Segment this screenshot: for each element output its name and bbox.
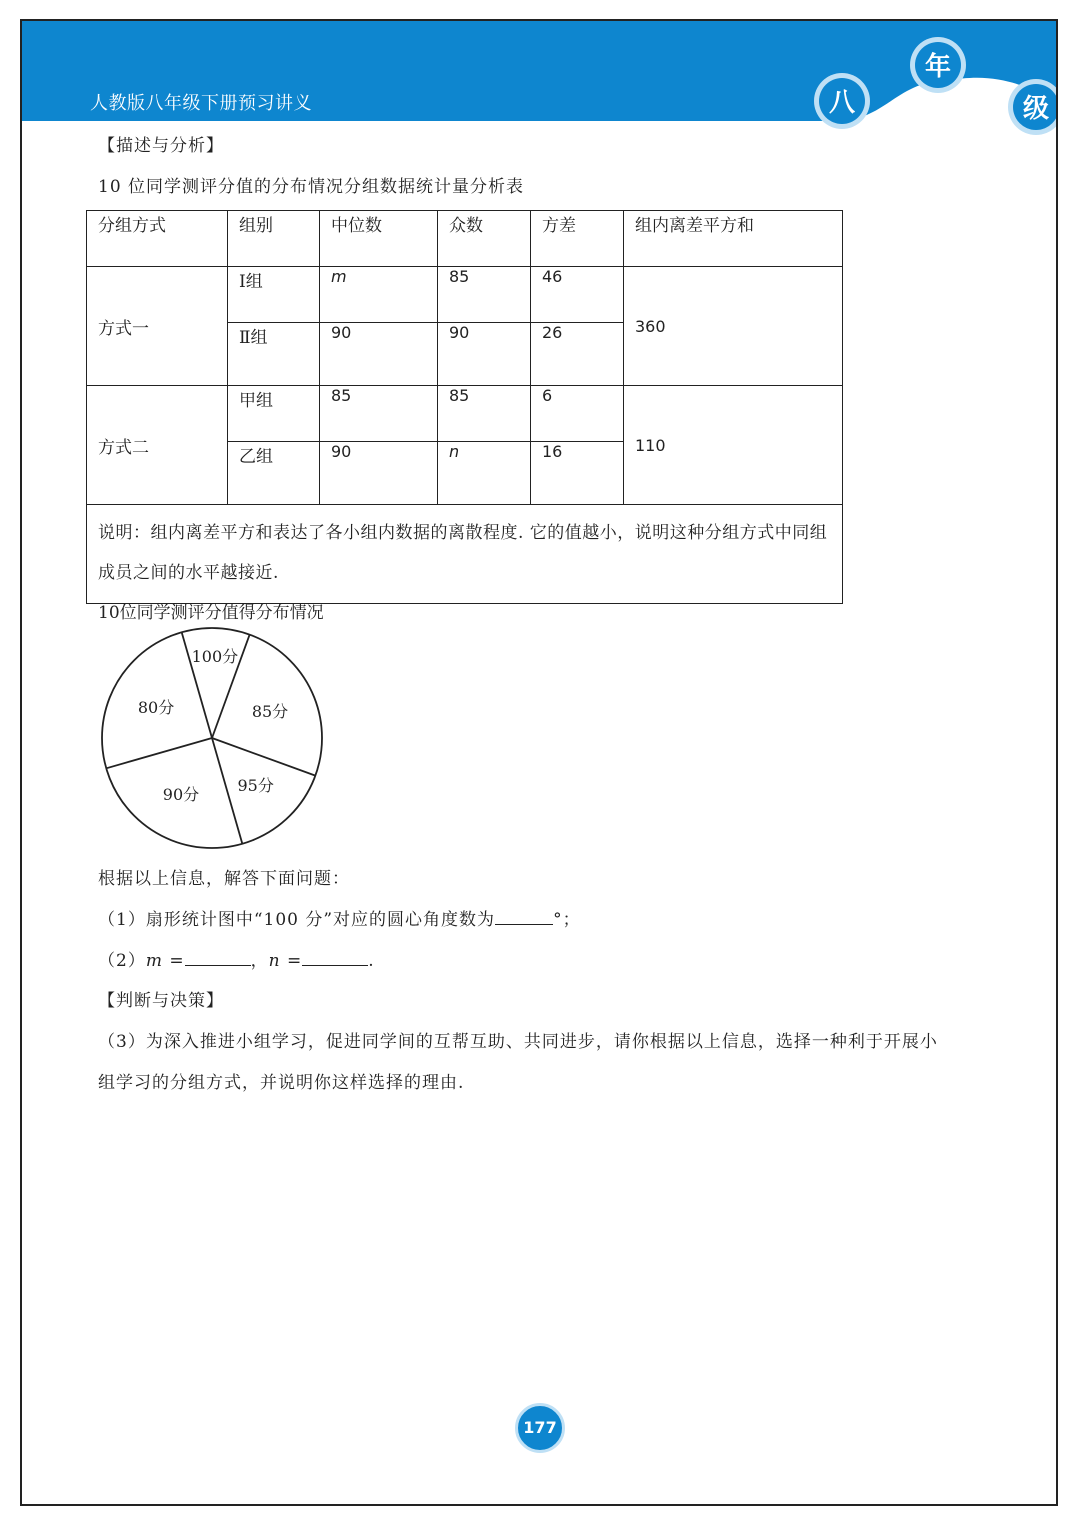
question-2 (98, 946, 375, 971)
comma: ， (250, 951, 269, 971)
pie-title: 10位同学测评分值得分布情况 (98, 603, 324, 623)
header-badges (796, 21, 1056, 151)
table-note-row (87, 505, 843, 604)
mode-cell: 85 (438, 267, 531, 323)
group-cell: Ⅱ组 (228, 323, 320, 386)
sum-sq-cell: 110 (624, 386, 843, 505)
header-cell: 组内离差平方和 (624, 211, 843, 267)
mode-cell: 90 (438, 323, 531, 386)
variance-cell: 16 (531, 442, 624, 505)
answer-blank-m[interactable] (185, 951, 251, 966)
questions-intro: 根据以上信息，解答下面问题： (98, 869, 350, 889)
variance-cell: 26 (531, 323, 624, 386)
median-cell: 85 (320, 386, 438, 442)
method-cell: 方式二 (87, 386, 228, 505)
table-note: 说明：组内离差平方和表达了各小组内数据的离散程度. 它的值越小，说明这种分组方式中同组成员之间的水平越接近. (87, 505, 843, 604)
equals-sign: = (162, 951, 185, 971)
pie-chart (96, 626, 328, 854)
table-row (87, 267, 843, 323)
badge-ba (814, 73, 870, 129)
header-cell: 分组方式 (87, 211, 228, 267)
header-cell: 组别 (228, 211, 320, 267)
median-cell: 90 (320, 323, 438, 386)
svg-text:年: 年 (924, 52, 952, 82)
table-header-row (87, 211, 843, 267)
section-heading-describe: 【描述与分析】 (98, 136, 224, 156)
pie-slice-label: 90分 (162, 784, 200, 804)
question-3-line-2: 组学习的分组方式，并说明你这样选择的理由. (98, 1073, 465, 1093)
var-m: m (145, 951, 163, 971)
question-3-line-1: （3）为深入推进小组学习，促进同学间的互帮互助、共同进步，请你根据以上信息，选择一种利于开展小 (98, 1032, 938, 1052)
method-cell: 方式一 (87, 267, 228, 386)
pie-slice-label: 95分 (237, 775, 274, 795)
mode-cell: n (438, 442, 531, 505)
header-cell: 众数 (438, 211, 531, 267)
answer-blank-n[interactable] (302, 951, 368, 966)
pie-slice-label: 80分 (137, 697, 175, 717)
group-cell: 甲组 (228, 386, 320, 442)
answer-blank-1[interactable] (495, 910, 553, 925)
page-number: 177 (515, 1403, 565, 1453)
header-cell: 方差 (531, 211, 624, 267)
period: . (368, 951, 375, 971)
median-cell: m (320, 267, 438, 323)
variance-cell: 6 (531, 386, 624, 442)
question-1-suffix: °； (553, 910, 581, 930)
question-2-prefix: （2） (98, 951, 146, 971)
equals-sign: = (280, 951, 303, 971)
mode-cell: 85 (438, 386, 531, 442)
question-1 (98, 905, 581, 930)
median-cell: 90 (320, 442, 438, 505)
header-cell: 中位数 (320, 211, 438, 267)
svg-text:级: 级 (1022, 94, 1050, 124)
section-heading-decide: 【判断与决策】 (98, 991, 224, 1011)
var-n: n (268, 951, 281, 971)
pie-slice-label: 85分 (251, 701, 289, 721)
badge-nian (910, 37, 966, 93)
table-caption: 10 位同学测评分值的分布情况分组数据统计量分析表 (98, 177, 525, 197)
pie-slice-label: 100分 (191, 647, 239, 667)
stats-table (86, 210, 843, 604)
group-cell: Ⅰ组 (228, 267, 320, 323)
variance-cell: 46 (531, 267, 624, 323)
group-cell: 乙组 (228, 442, 320, 505)
question-1-text: （1）扇形统计图中“100 分”对应的圆心角度数为 (98, 910, 496, 930)
table-row (87, 386, 843, 442)
sum-sq-cell: 360 (624, 267, 843, 386)
svg-text:八: 八 (828, 88, 856, 118)
header-title: 人教版八年级下册预习讲义 (90, 93, 312, 114)
